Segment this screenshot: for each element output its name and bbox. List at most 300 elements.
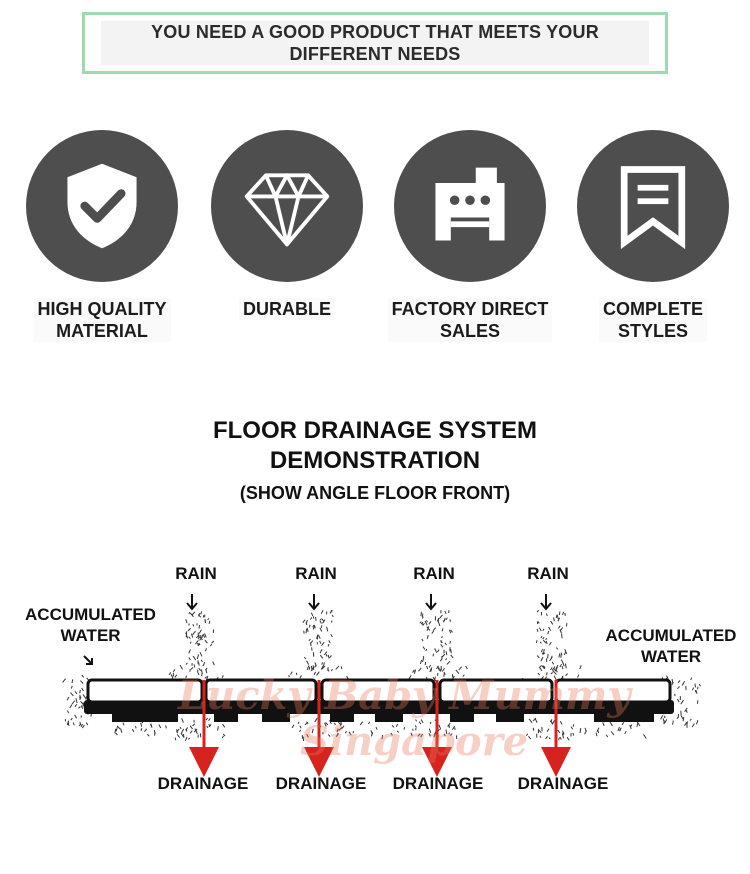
- spray-dash: [443, 620, 444, 622]
- spray-dash: [209, 621, 210, 624]
- spray-dash: [422, 613, 423, 616]
- spray-dash: [451, 655, 454, 658]
- spray-dash: [558, 730, 560, 733]
- spray-dash: [182, 718, 184, 722]
- spray-dash: [551, 720, 553, 724]
- spray-dash: [198, 673, 199, 675]
- spray-dash: [323, 662, 324, 666]
- spray-dash: [190, 731, 192, 734]
- feature-label-line-2: SALES: [439, 321, 500, 341]
- spray-dash: [201, 669, 202, 673]
- spray-dash: [201, 660, 202, 662]
- spray-dash: [86, 696, 87, 699]
- spray-dash: [677, 686, 679, 688]
- spray-dash: [446, 618, 448, 620]
- spray-dash: [289, 675, 290, 677]
- spray-dash: [420, 622, 421, 624]
- spray-dash: [75, 715, 77, 719]
- spray-dash: [551, 667, 553, 669]
- spray-dash: [571, 727, 573, 730]
- spray-dash: [315, 718, 317, 722]
- spray-dash: [206, 669, 207, 673]
- spray-dash: [433, 628, 436, 631]
- spray-dash: [341, 666, 342, 669]
- spray-dash: [205, 677, 206, 679]
- spray-dash: [175, 675, 177, 678]
- spray-dash: [392, 725, 394, 727]
- spray-dash: [192, 612, 195, 615]
- spray-dash: [687, 721, 688, 724]
- spray-dash: [546, 641, 547, 644]
- spray-dash: [558, 626, 560, 629]
- spray-dash: [426, 649, 427, 651]
- spray-dash: [435, 648, 437, 652]
- spray-dash: [610, 722, 612, 726]
- spray-dash: [529, 719, 532, 723]
- spray-dash: [696, 690, 697, 693]
- spray-dash: [556, 647, 557, 649]
- spray-dash: [317, 642, 318, 644]
- shield-check-icon: [54, 158, 150, 254]
- spray-dash: [526, 734, 527, 736]
- spray-dash: [329, 640, 330, 643]
- spray-dash: [132, 729, 134, 732]
- feature-label: [388, 298, 553, 342]
- spray-dash: [556, 669, 558, 672]
- spray-dash: [210, 644, 212, 646]
- spray-dash: [692, 688, 693, 691]
- spray-dash: [345, 731, 346, 733]
- spray-dash: [678, 680, 680, 682]
- drainage-label-1: DRAINAGE: [157, 774, 249, 793]
- spray-dash: [691, 678, 692, 680]
- spray-dash: [551, 621, 553, 624]
- spray-dash: [303, 737, 304, 741]
- spray-dash: [203, 634, 205, 638]
- spray-dash: [309, 667, 310, 670]
- watermark-line-1: Lucky Baby Mummy: [178, 672, 631, 719]
- spray-dash: [603, 722, 604, 726]
- spray-dash: [430, 669, 431, 672]
- spray-dash: [303, 620, 305, 623]
- spray-dash: [193, 656, 196, 660]
- header-text: [101, 21, 649, 65]
- spray-dash: [554, 617, 555, 621]
- spray-dash: [75, 691, 77, 694]
- spray-dash: [322, 642, 325, 645]
- spray-dash: [322, 662, 323, 664]
- spray-dash: [564, 652, 566, 655]
- document-bookmark-icon: [605, 158, 701, 254]
- spray-dash: [206, 718, 208, 720]
- spray-dash: [320, 621, 321, 623]
- spray-dash: [315, 665, 316, 667]
- spray-dash: [185, 737, 187, 741]
- spray-dash: [306, 629, 307, 634]
- spray-dash: [198, 643, 199, 646]
- spray-dash: [444, 618, 445, 621]
- spray-dash: [546, 613, 547, 615]
- spray-dash: [307, 734, 309, 737]
- spray-dash: [298, 722, 299, 724]
- spray-dash: [440, 669, 441, 672]
- spray-dash: [449, 733, 450, 735]
- feature-circle: [577, 130, 729, 282]
- spray-dash: [422, 639, 423, 641]
- spray-dash: [554, 669, 555, 672]
- spray-dash: [673, 721, 674, 725]
- spray-dash: [313, 665, 314, 669]
- spray-dash: [692, 724, 694, 728]
- spray-dash: [300, 676, 301, 679]
- spray-dash: [439, 725, 441, 730]
- diamond-icon: [239, 158, 335, 254]
- spray-dash: [310, 617, 311, 619]
- spray-dash: [606, 735, 608, 737]
- accumulated-water-right: [598, 625, 744, 667]
- spray-dash: [190, 726, 192, 729]
- spray-dash: [290, 672, 292, 675]
- spray-dash: [697, 720, 698, 724]
- spray-dash: [549, 642, 551, 645]
- spray-dash: [427, 666, 428, 669]
- spray-dash: [159, 725, 161, 728]
- spray-dash: [203, 662, 205, 666]
- spray-dash: [326, 654, 327, 656]
- spray-dash: [549, 738, 550, 740]
- spray-dash: [222, 736, 223, 738]
- spray-dash: [349, 732, 351, 735]
- spray-dash: [441, 644, 443, 647]
- spray-dash: [189, 612, 190, 614]
- spray-dash: [180, 665, 183, 669]
- spray-dash: [543, 637, 545, 639]
- spray-dash: [598, 730, 599, 733]
- spray-dash: [549, 627, 551, 631]
- spray-dash: [147, 734, 149, 736]
- spray-dash: [311, 613, 312, 616]
- spray-dash: [314, 672, 315, 675]
- spray-dash: [87, 678, 89, 680]
- spray-dash: [67, 697, 69, 700]
- spray-dash: [71, 686, 72, 689]
- spray-dash: [466, 666, 468, 669]
- feature-circle: [394, 130, 546, 282]
- spray-dash: [136, 726, 137, 728]
- spray-dash: [546, 736, 548, 739]
- spray-dash: [328, 644, 329, 646]
- spray-dash: [409, 675, 411, 678]
- drainage-label-2: DRAINAGE: [275, 774, 367, 793]
- spray-dash: [427, 635, 428, 639]
- rain-label-3: RAIN: [413, 564, 455, 583]
- spray-dash: [199, 630, 201, 634]
- spray-dash: [397, 731, 399, 733]
- spray-dash: [538, 673, 540, 675]
- spray-dash: [188, 738, 189, 739]
- spray-dash: [543, 640, 546, 643]
- spray-dash: [560, 737, 561, 739]
- spray-dash: [429, 729, 431, 733]
- spray-dash: [541, 657, 543, 661]
- watermark-line-2: Singapore: [300, 718, 529, 765]
- spray-dash: [189, 649, 191, 653]
- spray-dash: [396, 724, 397, 727]
- feature-factory-direct: [380, 130, 560, 342]
- spray-dash: [166, 725, 167, 728]
- spray-dash: [197, 654, 198, 659]
- spray-dash: [177, 734, 179, 737]
- spray-dash: [193, 624, 194, 626]
- drainage-label-3: DRAINAGE: [392, 774, 484, 793]
- spray-dash: [681, 715, 683, 719]
- spray-dash: [154, 732, 155, 735]
- spray-dash: [376, 727, 377, 730]
- spray-dash: [663, 718, 664, 722]
- spray-dash: [173, 669, 175, 672]
- spray-dash: [80, 690, 81, 693]
- spray-dash: [625, 731, 626, 734]
- spray-dash: [353, 731, 354, 733]
- spray-dash: [418, 734, 420, 737]
- spray-dash: [620, 728, 621, 731]
- spray-dash: [547, 672, 548, 675]
- spray-dash: [71, 718, 73, 720]
- spray-dash: [121, 729, 122, 733]
- feature-label-line-2: MATERIAL: [56, 321, 148, 341]
- spray-dash: [151, 725, 152, 728]
- accumulated-water-left: [18, 604, 163, 646]
- spray-dash: [445, 611, 446, 614]
- spray-dash: [331, 621, 332, 623]
- spray-dash: [411, 733, 412, 736]
- spray-dash: [313, 616, 314, 618]
- spray-dash: [543, 629, 544, 631]
- spray-dash: [80, 681, 83, 684]
- spray-dash: [223, 734, 225, 736]
- spray-dash: [567, 737, 569, 740]
- spray-dash: [446, 651, 447, 655]
- spray-dash: [318, 635, 320, 639]
- spray-dash: [429, 621, 431, 624]
- spray-dash: [212, 641, 214, 643]
- spray-dash: [332, 669, 333, 671]
- spray-dash: [189, 637, 191, 639]
- header-banner: [82, 12, 668, 74]
- drainage-label-4: DRAINAGE: [517, 774, 609, 793]
- spray-dash: [205, 619, 206, 621]
- spray-dash: [566, 674, 568, 676]
- spray-dash: [337, 733, 338, 735]
- spray-dash: [191, 667, 193, 669]
- spray-dash: [199, 668, 201, 671]
- spray-dash: [63, 679, 66, 683]
- spray-dash: [169, 672, 171, 674]
- spray-dash: [207, 726, 208, 728]
- spray-dash: [73, 723, 74, 726]
- spray-dash: [83, 694, 85, 697]
- spray-dash: [456, 670, 459, 674]
- spray-dash: [307, 666, 309, 670]
- spray-dash: [536, 640, 537, 643]
- spray-dash: [309, 639, 311, 641]
- spray-dash: [334, 723, 336, 725]
- spray-dash: [596, 733, 597, 737]
- spray-dash: [209, 718, 211, 720]
- spray-dash: [442, 668, 444, 671]
- accumulated-right-line-1: ACCUMULATED: [605, 626, 737, 645]
- spray-dash: [682, 681, 684, 685]
- spray-dash: [560, 721, 562, 724]
- spray-dash: [681, 700, 684, 704]
- spray-dash: [578, 675, 579, 678]
- spray-dash: [450, 641, 451, 644]
- spray-dash: [368, 722, 369, 724]
- spray-dash: [580, 728, 581, 733]
- feature-label: [239, 298, 335, 320]
- spray-dash: [539, 730, 542, 733]
- spray-dash: [144, 729, 146, 732]
- spray-dash: [332, 615, 333, 617]
- spray-dash: [192, 724, 194, 726]
- spray-dash: [551, 672, 553, 674]
- spray-dash: [336, 666, 339, 670]
- spray-dash: [205, 648, 206, 651]
- spray-dash: [562, 634, 563, 638]
- feature-label-line-1: HIGH QUALITY: [37, 299, 167, 319]
- spray-dash: [421, 720, 423, 723]
- spray-dash: [328, 667, 329, 670]
- spray-dash: [70, 705, 72, 708]
- spray-dash: [218, 726, 219, 730]
- spray-dash: [562, 612, 563, 615]
- spray-dash: [123, 723, 124, 726]
- spray-dash: [72, 679, 73, 683]
- spray-dash: [561, 660, 563, 664]
- spray-dash: [76, 698, 77, 703]
- demo-title-line-2: DEMONSTRATION: [269, 447, 481, 474]
- spray-dash: [622, 722, 624, 725]
- spray-dash: [440, 659, 442, 661]
- spray-dash: [317, 672, 320, 676]
- spray-dash: [446, 658, 447, 660]
- spray-dash: [328, 655, 329, 659]
- spray-dash: [321, 610, 323, 613]
- spray-dash: [677, 699, 679, 702]
- spray-dash: [418, 668, 421, 671]
- spray-dash: [328, 735, 330, 737]
- spray-dash: [86, 722, 87, 725]
- spray-dash: [538, 622, 539, 624]
- spray-dash: [320, 628, 322, 632]
- rain-label-1: RAIN: [175, 564, 217, 583]
- spray-dash: [188, 628, 191, 631]
- spray-dash: [190, 642, 191, 644]
- spray-dash: [459, 667, 462, 670]
- spray-dash: [560, 664, 562, 667]
- spray-dash: [546, 677, 547, 679]
- spray-dash: [540, 628, 542, 631]
- spray-dash: [186, 676, 187, 678]
- spray-dash: [554, 676, 556, 680]
- feature-label-line-1: DURABLE: [243, 299, 331, 319]
- spray-dash: [213, 662, 215, 666]
- spray-dash: [200, 733, 201, 737]
- spray-dash: [685, 722, 687, 725]
- demo-subtitle: (SHOW ANGLE FLOOR FRONT): [239, 483, 511, 503]
- spray-dash: [451, 630, 453, 632]
- spray-dash: [412, 670, 414, 673]
- feature-label-line-1: FACTORY DIRECT: [391, 299, 549, 319]
- spray-dash: [533, 728, 534, 731]
- demo-title-line-1: FLOOR DRAINAGE SYSTEM: [212, 417, 537, 444]
- spray-dash: [330, 655, 332, 657]
- spray-dash: [559, 737, 560, 740]
- spray-dash: [540, 736, 541, 738]
- spray-dash: [540, 668, 542, 671]
- spray-dash: [222, 724, 224, 727]
- feature-label: [599, 298, 707, 342]
- spray-dash: [442, 628, 443, 631]
- spray-dash: [320, 641, 321, 644]
- spray-dash: [435, 677, 436, 681]
- spray-dash: [67, 711, 68, 714]
- spray-dash: [186, 663, 187, 665]
- spray-dash: [537, 656, 539, 658]
- feature-durable: [197, 130, 377, 320]
- spray-dash: [439, 615, 442, 619]
- spray-dash: [434, 734, 435, 738]
- spray-dash: [547, 729, 549, 732]
- feature-circle: [211, 130, 363, 282]
- spray-dash: [677, 717, 678, 719]
- spray-dash: [193, 631, 196, 635]
- spray-dash: [304, 657, 306, 659]
- spray-dash: [541, 636, 542, 638]
- accumulated-right-line-2: WATER: [640, 647, 702, 666]
- spray-dash: [446, 730, 447, 735]
- spray-dash: [296, 673, 297, 675]
- spray-dash: [573, 733, 574, 736]
- spray-dash: [562, 666, 563, 669]
- spray-dash: [360, 722, 362, 725]
- spray-dash: [71, 693, 74, 696]
- spray-dash: [686, 710, 687, 713]
- spray-dash: [611, 731, 614, 735]
- spray-dash: [552, 662, 554, 665]
- spray-dash: [442, 636, 443, 638]
- spray-dash: [189, 658, 191, 660]
- spray-dash: [546, 638, 547, 640]
- feature-complete-styles: [563, 130, 743, 342]
- spray-dash: [327, 627, 328, 632]
- spray-dash: [307, 661, 309, 665]
- spray-dash: [80, 722, 81, 725]
- spray-dash: [557, 615, 558, 620]
- feature-label-line-2: STYLES: [617, 321, 688, 341]
- spray-dash: [75, 704, 77, 706]
- spray-dash: [419, 722, 421, 725]
- spray-dash: [426, 620, 427, 622]
- spray-dash: [82, 688, 84, 691]
- spray-dash: [585, 728, 586, 731]
- spray-dash: [559, 653, 560, 657]
- spray-dash: [442, 654, 445, 657]
- spray-dash: [423, 647, 425, 650]
- accumulated-left-line-1: ACCUMULATED: [25, 605, 156, 624]
- spray-dash: [450, 734, 452, 736]
- header-line-1: YOU NEED A GOOD PRODUCT THAT MEETS YOUR: [151, 22, 599, 42]
